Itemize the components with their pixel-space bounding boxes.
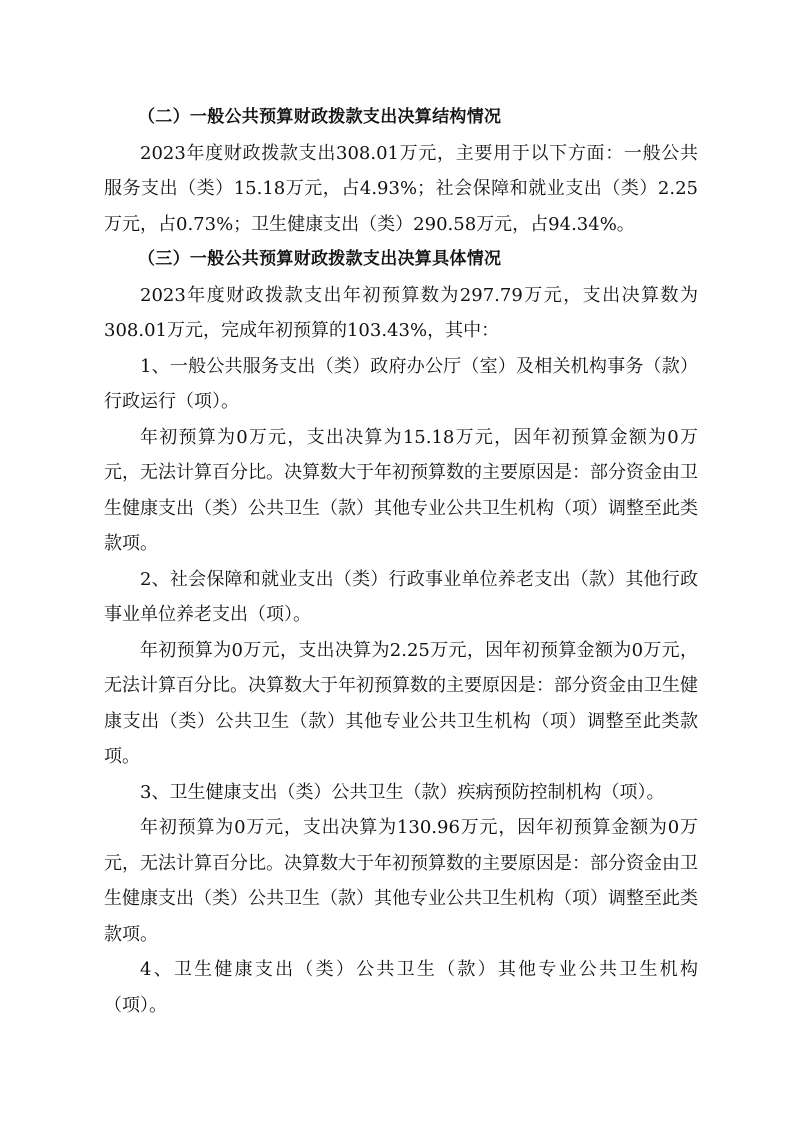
page-content <box>104 100 698 1023</box>
item-4-title: 4、卫生健康支出（类）公共卫生（款）其他专业公共卫生机构（项）。 <box>104 959 698 1016</box>
item-2-detail: 年初预算为0万元，支出决算为2.25万元，因年初预算金额为0万元，无法计算百分比。决算数大于年初预算数的主要原因是：部分资金由卫生健康支出（类）公共卫生（款）其他专业公共卫生机构（项）调整至此类款项。 <box>104 639 698 767</box>
item-1-detail: 年初预算为0万元，支出决算为15.18万元，因年初预算金额为0万元，无法计算百分比。决算数大于年初预算数的主要原因是：部分资金由卫生健康支出（类）公共卫生（款）其他专业公共卫生机构（项）调整至此类款项。 <box>104 426 698 554</box>
section-heading-details: （三）一般公共预算财政拨款支出决算具体情况 <box>138 249 502 269</box>
item-3-detail: 年初预算为0万元，支出决算为130.96万元，因年初预算金额为0万元，无法计算百分比。决算数大于年初预算数的主要原因是：部分资金由卫生健康支出（类）公共卫生（款）其他专业公共卫生机构（项）调整至此类款项。 <box>104 817 698 945</box>
section-heading-structure: （二）一般公共预算财政拨款支出决算结构情况 <box>138 107 502 127</box>
item-1-title: 1、一般公共服务支出（类）政府办公厅（室）及相关机构事务（款）行政运行（项）。 <box>104 355 698 412</box>
details-intro-paragraph: 2023年度财政拨款支出年初预算数为297.79万元，支出决算数为308.01万元，完成年初预算的103.43%，其中： <box>104 284 698 341</box>
structure-paragraph: 2023年度财政拨款支出308.01万元，主要用于以下方面：一般公共服务支出（类）15.18万元，占4.93%；社会保障和就业支出（类）2.25万元，占0.73%；卫生健康支出（类）290.58万元，占94.34%。 <box>104 142 698 235</box>
item-3-title: 3、卫生健康支出（类）公共卫生（款）疾病预防控制机构（项）。 <box>140 781 665 803</box>
item-2-title: 2、社会保障和就业支出（类）行政事业单位养老支出（款）其他行政事业单位养老支出（项）。 <box>104 568 698 625</box>
